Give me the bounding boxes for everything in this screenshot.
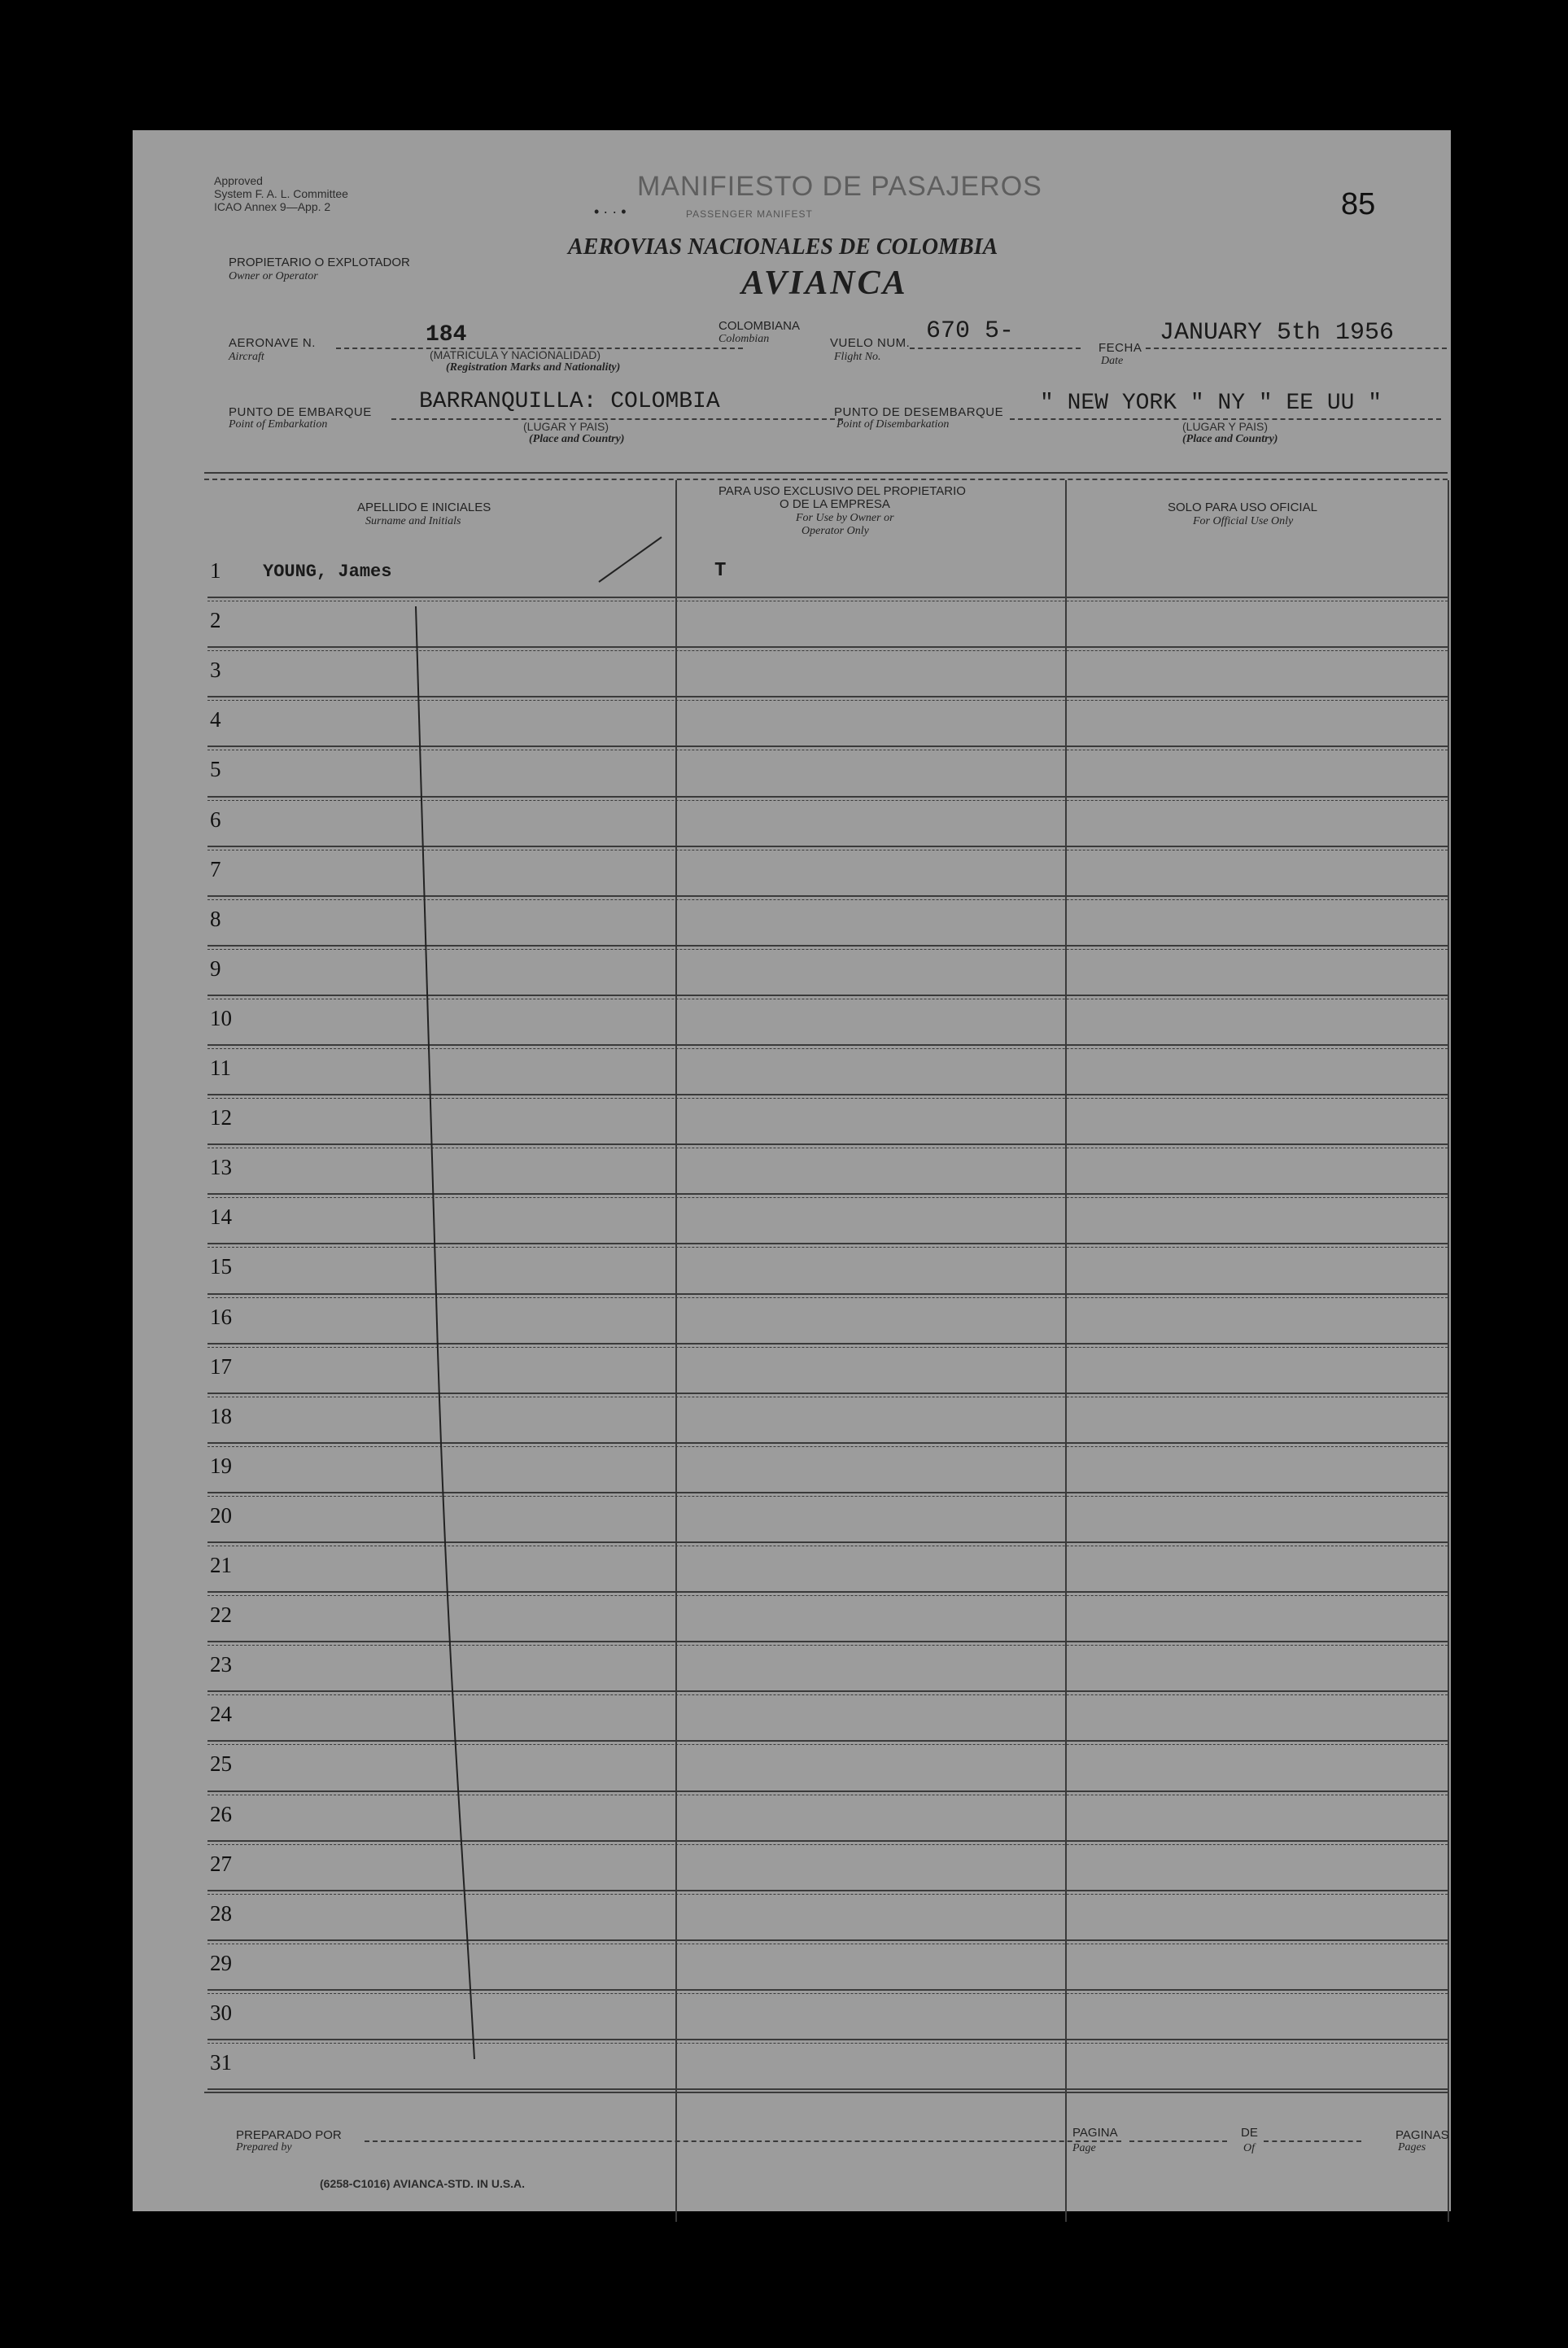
registration-label-en: (Registration Marks and Nationality) bbox=[446, 361, 621, 374]
of-label-en: Of bbox=[1243, 2142, 1255, 2154]
row-number: 31 bbox=[210, 2050, 232, 2075]
disembark-value: " NEW YORK " NY " EE UU " bbox=[1040, 391, 1382, 416]
row-number: 11 bbox=[210, 1056, 231, 1080]
aircraft-label: AERONAVE N. bbox=[229, 336, 316, 350]
handwritten-ditto-line bbox=[133, 130, 1451, 2211]
row-number: 19 bbox=[210, 1453, 232, 1478]
row-number: 15 bbox=[210, 1254, 232, 1279]
embark-label: PUNTO DE EMBARQUE bbox=[229, 405, 372, 419]
page-number: 85 bbox=[1341, 187, 1376, 221]
disembark-place-label: (LUGAR Y PAIS) bbox=[1182, 420, 1269, 433]
disembark-place-label-en: (Place and Country) bbox=[1182, 433, 1278, 445]
page-underline bbox=[1129, 2140, 1227, 2142]
owner-label-en: Owner or Operator bbox=[229, 270, 318, 282]
prepared-underline bbox=[365, 2140, 1121, 2142]
row-number: 1 bbox=[210, 558, 221, 583]
col-owner-header: PARA USO EXCLUSIVO DEL PROPIETARIO bbox=[718, 484, 966, 498]
date-label-en: Date bbox=[1101, 355, 1124, 367]
passenger-name: YOUNG, James bbox=[263, 562, 392, 582]
disembark-label-en: Point of Disembarkation bbox=[836, 418, 950, 431]
row-number: 12 bbox=[210, 1105, 232, 1130]
pages-label: PAGINAS bbox=[1395, 2128, 1449, 2142]
date-value: JANUARY 5th 1956 bbox=[1160, 319, 1395, 347]
aircraft-value: 184 bbox=[426, 322, 467, 348]
row-number: 2 bbox=[210, 608, 221, 633]
row-number: 5 bbox=[210, 757, 221, 782]
row-number: 6 bbox=[210, 807, 221, 832]
row-number: 21 bbox=[210, 1553, 232, 1577]
row-number: 13 bbox=[210, 1155, 232, 1180]
row-number: 17 bbox=[210, 1353, 232, 1379]
page-label: PAGINA bbox=[1072, 2126, 1118, 2140]
row-number: 23 bbox=[210, 1652, 232, 1677]
col-owner-header-en: For Use by Owner or bbox=[796, 512, 894, 524]
airline-name: AEROVIAS NACIONALES DE COLOMBIA bbox=[568, 234, 998, 260]
row-number: 4 bbox=[210, 707, 221, 732]
row-number: 25 bbox=[210, 1751, 232, 1777]
approved-note: Approved System F. A. L. Committee ICAO Annex 9—App. 2 bbox=[214, 174, 348, 213]
title-dots: • · · • bbox=[594, 203, 627, 220]
footer-rule bbox=[204, 2092, 1448, 2093]
row-number: 20 bbox=[210, 1502, 232, 1528]
manifest-sheet bbox=[133, 130, 1451, 2211]
embark-place-label-en: (Place and Country) bbox=[529, 433, 625, 445]
aircraft-label-en: Aircraft bbox=[229, 351, 264, 363]
prepared-label-en: Prepared by bbox=[236, 2141, 292, 2153]
row-number: 14 bbox=[210, 1205, 232, 1230]
pages-label-en: Pages bbox=[1398, 2141, 1426, 2153]
row-number: 7 bbox=[210, 856, 221, 881]
row-number: 30 bbox=[210, 2000, 232, 2025]
row-number: 8 bbox=[210, 906, 221, 931]
row-number: 26 bbox=[210, 1801, 232, 1826]
row-number: 16 bbox=[210, 1304, 232, 1329]
prepared-label: PREPARADO POR bbox=[236, 2128, 342, 2142]
disembark-label: PUNTO DE DESEMBARQUE bbox=[834, 405, 1004, 419]
embark-value: BARRANQUILLA: COLOMBIA bbox=[419, 389, 720, 414]
col-surname-header-en: Surname and Initials bbox=[365, 515, 461, 527]
row-number: 9 bbox=[210, 955, 221, 981]
row-number: 28 bbox=[210, 1900, 232, 1926]
of-label: DE bbox=[1241, 2126, 1258, 2140]
date-label: FECHA bbox=[1098, 341, 1142, 355]
airline-short-name: AVIANCA bbox=[741, 265, 908, 302]
row-number: 18 bbox=[210, 1403, 232, 1428]
col-official-header-en: For Official Use Only bbox=[1193, 515, 1294, 527]
owner-label: PROPIETARIO O EXPLOTADOR bbox=[229, 256, 410, 269]
nationality-label: COLOMBIANA bbox=[718, 319, 801, 333]
nationality-label-en: Colombian bbox=[718, 333, 770, 345]
row-number: 27 bbox=[210, 1851, 232, 1876]
flight-label: VUELO NUM. bbox=[830, 336, 911, 350]
of-underline bbox=[1264, 2140, 1361, 2142]
col-surname-header: APELLIDO E INICIALES bbox=[357, 501, 491, 514]
row-number: 22 bbox=[210, 1602, 232, 1628]
col-official-header: SOLO PARA USO OFICIAL bbox=[1168, 501, 1317, 514]
flight-label-en: Flight No. bbox=[834, 351, 881, 363]
embark-label-en: Point of Embarkation bbox=[229, 418, 328, 431]
printer-note: (6258-C1016) AVIANCA-STD. IN U.S.A. bbox=[320, 2177, 526, 2190]
row-number: 24 bbox=[210, 1702, 232, 1727]
registration-label: (MATRICULA Y NACIONALIDAD) bbox=[430, 348, 601, 361]
flight-value: 670 5- bbox=[926, 317, 1015, 345]
row-number: 3 bbox=[210, 658, 221, 683]
col-owner-header-en-2: Operator Only bbox=[801, 525, 869, 537]
document-subtitle: PASSENGER MANIFEST bbox=[686, 208, 813, 220]
document-title: MANIFIESTO DE PASAJEROS bbox=[637, 171, 1042, 202]
embark-place-label: (LUGAR Y PAIS) bbox=[523, 420, 609, 433]
owner-use-mark: T bbox=[714, 560, 727, 582]
row-number: 29 bbox=[210, 1950, 232, 1975]
page-label-en: Page bbox=[1072, 2142, 1096, 2154]
row-number: 10 bbox=[210, 1005, 232, 1030]
col-owner-header-2: O DE LA EMPRESA bbox=[780, 497, 890, 511]
